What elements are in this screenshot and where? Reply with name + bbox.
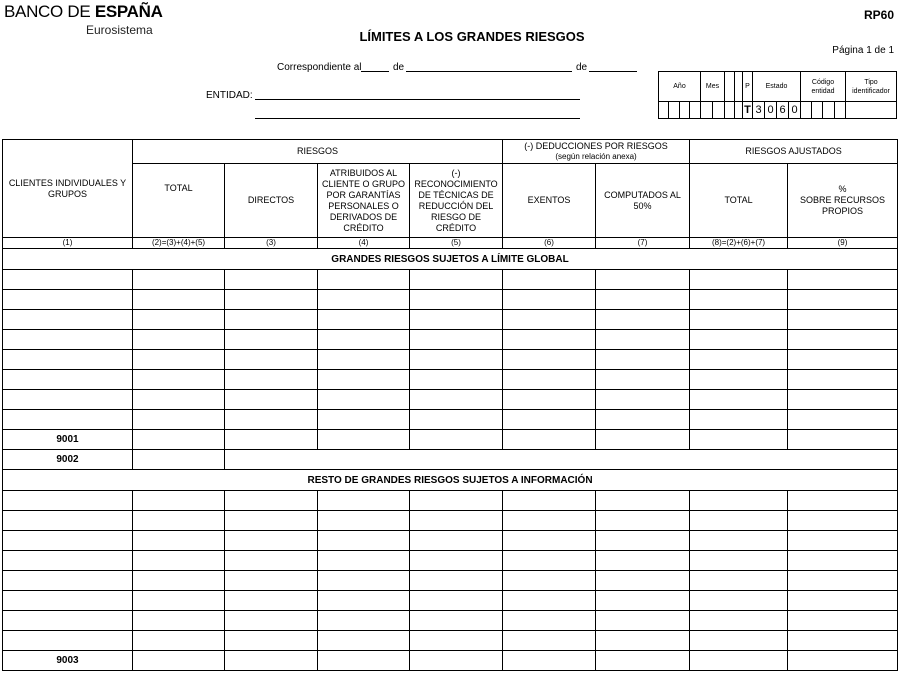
cell[interactable] [503,350,596,370]
estado-digit: 0 [789,101,801,119]
cell[interactable] [133,551,225,571]
cell[interactable] [690,651,788,671]
col-num: (6) [503,238,596,249]
cell[interactable] [596,551,690,571]
header-total-ajustado: TOTAL [690,164,788,238]
header-pct [788,164,898,238]
cell[interactable] [410,290,503,310]
estado-digit: 0 [765,101,777,119]
cell[interactable] [318,310,410,330]
cell[interactable] [133,631,225,651]
cell[interactable] [318,390,410,410]
deducciones-label: (-) DEDUCCIONES POR RIESGOS [524,141,668,151]
cell[interactable] [503,290,596,310]
cell[interactable] [503,611,596,631]
cell[interactable] [410,350,503,370]
box[interactable] [713,101,725,119]
cell[interactable] [596,410,690,430]
cell[interactable] [596,350,690,370]
cell[interactable] [318,611,410,631]
cell[interactable] [410,511,503,531]
estado-digit: 3 [753,101,765,119]
box[interactable] [846,101,896,119]
cell[interactable] [225,270,318,290]
table-row [3,531,898,551]
cell[interactable] [133,571,225,591]
pct-symbol: % [838,184,847,194]
cell[interactable] [503,491,596,511]
cell[interactable] [596,310,690,330]
cell[interactable] [596,390,690,410]
cell[interactable] [788,370,898,390]
box[interactable] [659,101,669,119]
header-directos: DIRECTOS [225,164,318,238]
estado-digit: 6 [777,101,789,119]
field-mes[interactable] [406,71,572,72]
cell[interactable] [318,270,410,290]
cell[interactable] [225,511,318,531]
cell[interactable] [596,611,690,631]
cell[interactable] [225,551,318,571]
cell[interactable] [225,430,318,450]
col-num: (1) [3,238,133,249]
cell[interactable] [410,491,503,511]
table-row-9001 [3,430,898,450]
grid-label-codigo: Código entidad [801,72,846,101]
cell[interactable] [318,330,410,350]
cell[interactable] [318,511,410,531]
cell[interactable] [503,430,596,450]
cell[interactable] [690,491,788,511]
cell[interactable] [690,410,788,430]
cell[interactable] [410,651,503,671]
field-entidad-2[interactable] [255,118,580,119]
table-row [3,290,898,310]
cell[interactable] [3,330,133,350]
grid-label-anio: Año [659,72,701,101]
cell[interactable] [225,370,318,390]
cell[interactable] [225,591,318,611]
cell[interactable] [133,430,225,450]
cell[interactable] [690,591,788,611]
cell[interactable] [225,390,318,410]
header-clientes: CLIENTES INDIVIDUALES Y GRUPOS [3,140,133,238]
table-row [3,370,898,390]
cell[interactable] [3,571,133,591]
cell[interactable] [690,631,788,651]
cell[interactable] [225,491,318,511]
cell[interactable] [690,511,788,531]
cell[interactable] [133,450,225,470]
table-row [3,571,898,591]
cell[interactable] [788,611,898,631]
cell[interactable] [788,651,898,671]
cell[interactable] [596,591,690,611]
cell[interactable] [690,531,788,551]
cell[interactable] [788,310,898,330]
table-row [3,410,898,430]
header-reconocimiento: (-) RECONOCIMIENTO DE TÉCNICAS DE REDUCCIÓN DEL RIESGO DE CRÉDITO [410,164,503,238]
col-num: (7) [596,238,690,249]
cell[interactable] [225,651,318,671]
box[interactable] [725,101,735,119]
cell[interactable] [410,370,503,390]
cell[interactable] [503,270,596,290]
cell[interactable] [318,631,410,651]
cell[interactable] [503,390,596,410]
cell[interactable] [596,290,690,310]
cell[interactable] [133,390,225,410]
grid-label-mes: Mes [701,72,725,101]
grid-spacer-1 [725,72,735,101]
cell[interactable] [503,651,596,671]
cell[interactable] [318,551,410,571]
cell[interactable] [596,511,690,531]
cell[interactable] [3,270,133,290]
cell[interactable] [225,330,318,350]
cell[interactable] [788,571,898,591]
cell[interactable] [503,410,596,430]
cell[interactable] [596,631,690,651]
cell[interactable] [133,330,225,350]
cell[interactable] [318,571,410,591]
cell[interactable] [788,350,898,370]
cell[interactable] [225,531,318,551]
table-row [3,390,898,410]
cell[interactable] [788,270,898,290]
cell[interactable] [3,631,133,651]
cell[interactable] [788,390,898,410]
cell[interactable] [410,611,503,631]
cell[interactable] [318,491,410,511]
cell[interactable] [596,430,690,450]
cell[interactable] [410,410,503,430]
cell[interactable] [596,491,690,511]
cell[interactable] [133,491,225,511]
section-resto-informacion: RESTO DE GRANDES RIESGOS SUJETOS A INFORMACIÓN [3,470,898,491]
row-code-9001: 9001 [3,430,133,450]
column-numbers-row [3,238,898,249]
label-de-2: de [576,62,588,73]
cell[interactable] [133,611,225,631]
cell[interactable] [690,270,788,290]
cell[interactable] [318,651,410,671]
table-row [3,270,898,290]
cell[interactable] [690,611,788,631]
table-row [3,511,898,531]
cell[interactable] [788,491,898,511]
code-grid [658,71,897,119]
cell[interactable] [133,591,225,611]
table-row [3,611,898,631]
cell[interactable] [410,591,503,611]
cell[interactable] [3,511,133,531]
cell[interactable] [133,370,225,390]
page-number: Página 1 de 1 [832,45,894,56]
cell[interactable] [596,270,690,290]
cell[interactable] [503,531,596,551]
cell[interactable] [690,350,788,370]
cell[interactable] [788,290,898,310]
cell[interactable] [225,410,318,430]
cell[interactable] [3,531,133,551]
cell[interactable] [3,611,133,631]
pct-label: SOBRE RECURSOS PROPIOS [800,195,886,216]
row-code-9003: 9003 [3,651,133,671]
col-num: (2)=(3)+(4)+(5) [133,238,225,249]
header-deducciones [503,140,690,164]
cell[interactable] [133,410,225,430]
row-code-9002: 9002 [3,450,133,470]
header-total: TOTAL [133,152,225,226]
cell[interactable] [133,270,225,290]
grid-spacer-2 [735,72,743,101]
cell[interactable] [225,350,318,370]
col-num: (9) [788,238,898,249]
table-row [3,350,898,370]
grid-label-p: P [743,72,753,101]
header-ajustados: RIESGOS AJUSTADOS [690,140,898,164]
field-correspondiente[interactable] [361,71,389,72]
cell[interactable] [318,531,410,551]
cell[interactable] [3,390,133,410]
cell[interactable] [503,631,596,651]
cell[interactable] [503,330,596,350]
cell[interactable] [133,511,225,531]
cell[interactable] [410,551,503,571]
table-row [3,330,898,350]
cell[interactable] [225,310,318,330]
cell[interactable] [690,551,788,571]
cell[interactable] [690,310,788,330]
label-de-1: de [393,62,405,73]
cell[interactable] [410,270,503,290]
cell[interactable] [788,430,898,450]
estado-digit: T [743,101,753,119]
form-title: LÍMITES A LOS GRANDES RIESGOS [359,29,585,44]
header-exentos: EXENTOS [503,164,596,238]
cell[interactable] [410,310,503,330]
cell[interactable] [690,290,788,310]
cell[interactable] [503,571,596,591]
cell[interactable] [133,651,225,671]
header-computados: COMPUTADOS AL 50% [596,164,690,238]
deducciones-sublabel: (según relación anexa) [555,152,637,161]
cell[interactable] [318,430,410,450]
cell[interactable] [410,631,503,651]
cell[interactable] [410,330,503,350]
box[interactable] [680,101,690,119]
box[interactable] [801,101,812,119]
cell[interactable] [690,370,788,390]
cell[interactable] [788,551,898,571]
cell[interactable] [225,290,318,310]
table-row [3,631,898,651]
cell[interactable] [3,591,133,611]
header-riesgos: RIESGOS [133,140,503,164]
cell[interactable] [318,290,410,310]
cell[interactable] [596,370,690,390]
logo-espana: ESPAÑA [94,2,163,21]
cell[interactable] [3,350,133,370]
risks-table [2,139,898,671]
table-row [3,551,898,571]
cell[interactable] [3,370,133,390]
grid-label-estado: Estado [753,72,801,101]
cell[interactable] [3,551,133,571]
cell[interactable] [133,531,225,551]
cell[interactable] [788,631,898,651]
cell[interactable] [225,611,318,631]
cell[interactable] [3,410,133,430]
cell[interactable] [503,370,596,390]
cell[interactable] [503,591,596,611]
cell[interactable] [596,330,690,350]
box[interactable] [735,101,743,119]
cell[interactable] [318,591,410,611]
cell[interactable] [410,430,503,450]
table-row [3,491,898,511]
field-anio[interactable] [589,71,637,72]
col-num: (3) [225,238,318,249]
box[interactable] [835,101,846,119]
cell[interactable] [3,310,133,330]
grid-label-tipo: Tipo identificador [852,78,890,95]
header-atribuidos: ATRIBUIDOS AL CLIENTE O GRUPO POR GARANTÍAS PERSONALES O DERIVADOS DE CRÉDITO [318,164,410,238]
col-num: (8)=(2)+(6)+(7) [690,238,788,249]
cell[interactable] [318,370,410,390]
cell[interactable] [410,531,503,551]
bank-logo [4,2,163,22]
cell[interactable] [503,310,596,330]
cell[interactable] [788,591,898,611]
empty-span [225,450,898,470]
box[interactable] [701,101,713,119]
form-code: RP60 [863,8,894,22]
section-limite-global: GRANDES RIESGOS SUJETOS A LÍMITE GLOBAL [3,249,898,270]
cell[interactable] [690,330,788,350]
cell[interactable] [503,511,596,531]
box[interactable] [669,101,680,119]
col-num: (4) [318,238,410,249]
cell[interactable] [133,350,225,370]
cell[interactable] [690,571,788,591]
cell[interactable] [3,491,133,511]
cell[interactable] [318,350,410,370]
label-correspondiente: Correspondiente al [277,62,362,73]
cell[interactable] [3,290,133,310]
label-entidad: ENTIDAD: [206,90,253,101]
cell[interactable] [503,551,596,571]
table-row [3,591,898,611]
logo-subtitle: Eurosistema [86,23,153,37]
cell[interactable] [133,290,225,310]
cell[interactable] [596,531,690,551]
cell[interactable] [410,571,503,591]
cell[interactable] [318,410,410,430]
cell[interactable] [133,310,225,330]
table-row-9003 [3,651,898,671]
cell[interactable] [690,430,788,450]
cell[interactable] [596,651,690,671]
cell[interactable] [690,390,788,410]
cell[interactable] [788,511,898,531]
field-entidad-1[interactable] [255,99,580,100]
cell[interactable] [225,571,318,591]
box[interactable] [812,101,823,119]
cell[interactable] [788,531,898,551]
table-row [3,310,898,330]
cell[interactable] [788,330,898,350]
cell[interactable] [596,571,690,591]
col-num: (5) [410,238,503,249]
cell[interactable] [225,631,318,651]
box[interactable] [690,101,701,119]
logo-banco: BANCO DE [4,2,95,21]
box[interactable] [823,101,835,119]
table-row-9002 [3,450,898,470]
cell[interactable] [410,390,503,410]
cell[interactable] [788,410,898,430]
